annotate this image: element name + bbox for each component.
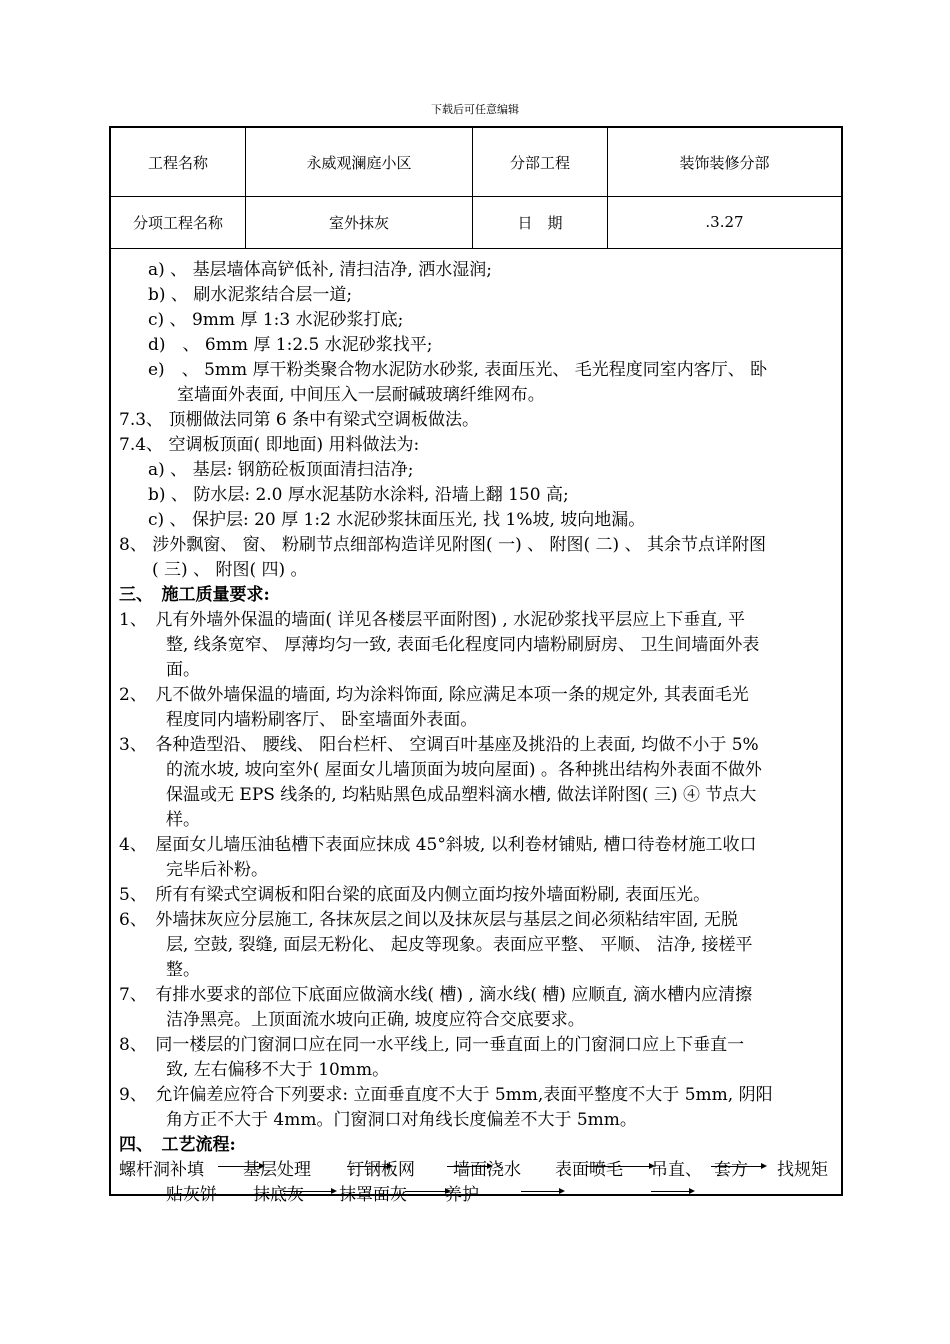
info-row-2	[111, 196, 841, 249]
flow-arrow-icon	[521, 1191, 563, 1192]
flow-arrow-icon	[347, 1166, 391, 1167]
flow-arrow-icon	[447, 1166, 491, 1167]
text-line: 洁净黑亮。上顶面流水坡向正确, 坡度应符合交底要求。	[166, 1010, 585, 1030]
project-name-value: 永威观澜庭小区	[246, 128, 473, 196]
text-line: 层, 空鼓, 裂缝, 面层无粉化、 起皮等现象。表面应平整、 平顺、 洁净, 接槎平	[166, 935, 753, 955]
flow-step: 贴灰饼	[166, 1185, 217, 1205]
text-line: 9、 允许偏差应符合下列要求: 立面垂直度不大于 5mm,表面平整度不大于 5mm, 阴阳	[119, 1085, 773, 1105]
text-line: 面。	[166, 660, 200, 680]
text-line: b) 、 防水层: 2.0 厚水泥基防水涂料, 沿墙上翻 150 高;	[148, 485, 569, 505]
text-line: b) 、 刷水泥浆结合层一道;	[148, 285, 353, 305]
text-line: e) 、 5mm 厚干粉类聚合物水泥防水砂浆, 表面压光、 毛光程度同室内客厅、 卧	[148, 360, 768, 380]
flow-step: 套方	[714, 1160, 748, 1180]
text-line: c) 、 保护层: 20 厚 1:2 水泥砂浆抹面压光, 找 1%坡, 坡向地漏。	[148, 510, 646, 530]
flow-arrow-icon	[587, 1166, 653, 1167]
division-label: 分部工程	[473, 128, 608, 196]
text-line: 整。	[166, 960, 200, 980]
header-note: 下载后可任意编辑	[431, 103, 519, 116]
flow-step: 吊直、	[651, 1160, 702, 1180]
info-row-1	[111, 128, 841, 197]
text-line: 4、 屋面女儿墙压油毡槽下表面应抹成 45°斜坡, 以利卷材铺贴, 槽口待卷材施工收口	[119, 835, 757, 855]
flow-step: 基层处理	[243, 1160, 311, 1180]
text-line: 8、 同一楼层的门窗洞口应在同一水平线上, 同一垂直面上的门窗洞口应上下垂直一	[119, 1035, 745, 1055]
sub-item-label: 分项工程名称	[111, 196, 246, 248]
date-value: .3.27	[705, 213, 744, 231]
flow-step: 墙面浇水	[453, 1160, 521, 1180]
text-line: 完毕后补粉。	[166, 860, 268, 880]
text-line: 保温或无 EPS 线条的, 均粘贴黑色成品塑料滴水槽, 做法详附图( 三) ④ 节点大	[166, 785, 757, 805]
flow-arrow-icon	[283, 1191, 335, 1192]
sub-item-value: 室外抹灰	[246, 196, 473, 248]
flow-arrow-icon	[711, 1166, 765, 1167]
text-line: 7.3、 顶棚做法同第 6 条中有梁式空调板做法。	[119, 410, 480, 430]
text-line: 的流水坡, 坡向室外( 屋面女儿墙顶面为坡向屋面) 。各种挑出结构外表面不做外	[166, 760, 762, 780]
text-line: 6、 外墙抹灰应分层施工, 各抹灰层之间以及抹灰层与基层之间必须粘结牢固, 无脱	[119, 910, 738, 930]
text-line: a) 、 基层墙体高铲低补, 清扫洁净, 洒水湿润;	[148, 260, 492, 280]
section-heading: 三、 施工质量要求:	[119, 585, 270, 605]
flow-step: 钉钢板网	[347, 1160, 415, 1180]
text-line: d) 、 6mm 厚 1:2.5 水泥砂浆找平;	[148, 335, 433, 355]
text-line: 5、 所有有梁式空调板和阳台梁的底面及内侧立面均按外墙面粉刷, 表面压光。	[119, 885, 711, 905]
text-line: 室墙面外表面, 中间压入一层耐碱玻璃纤维网布。	[177, 385, 545, 405]
text-line: 程度同内墙粉刷客厅、 卧室墙面外表面。	[166, 710, 478, 730]
date-label: 日 期	[473, 196, 608, 248]
text-line: c) 、 9mm 厚 1:3 水泥砂浆打底;	[148, 310, 404, 330]
text-line: a) 、 基层: 钢筋砼板顶面清扫洁净;	[148, 460, 414, 480]
text-line: 致, 左右偏移不大于 10mm。	[166, 1060, 390, 1080]
flow-step: 养护	[445, 1185, 479, 1205]
document-table	[109, 126, 843, 1205]
flow-arrow-icon	[405, 1191, 449, 1192]
text-line: 2、 凡不做外墙保温的墙面, 均为涂料饰面, 除应满足本项一条的规定外, 其表面毛光	[119, 685, 749, 705]
flow-step: 找规矩	[777, 1160, 828, 1180]
text-line: 整, 线条宽窄、 厚薄均匀一致, 表面毛化程度同内墙粉刷厨房、 卫生间墙面外表	[166, 635, 760, 655]
flow-step: 抹底灰	[253, 1185, 304, 1205]
text-line: 角方正不大于 4mm。门窗洞口对角线长度偏差不大于 5mm。	[166, 1110, 637, 1130]
project-name-label: 工程名称	[111, 128, 246, 196]
text-line: 7.4、 空调板顶面( 即地面) 用料做法为:	[119, 435, 420, 455]
text-line: 1、 凡有外墙外保温的墙面( 详见各楼层平面附图) , 水泥砂浆找平层应上下垂直, 平	[119, 610, 746, 630]
text-line: 样。	[166, 810, 200, 830]
text-line: ( 三) 、 附图( 四) 。	[152, 560, 308, 580]
section-heading: 四、 工艺流程:	[119, 1135, 236, 1155]
flow-arrow-icon	[651, 1191, 693, 1192]
text-line: 8、 涉外飘窗、 窗、 粉刷节点细部构造详见附图( 一) 、 附图( 二) 、 其余节点详附图	[119, 535, 766, 555]
flow-step: 螺杆洞补填	[119, 1160, 204, 1180]
flow-arrow-icon	[218, 1166, 263, 1167]
flow-step: 抹罩面灰	[339, 1185, 407, 1205]
flow-step: 表面喷毛	[555, 1160, 623, 1180]
division-value: 装饰装修分部	[679, 153, 770, 172]
text-line: 3、 各种造型沿、 腰线、 阳台栏杆、 空调百叶基座及挑沿的上表面, 均做不小于 5%	[119, 735, 759, 755]
text-line: 7、 有排水要求的部位下底面应做滴水线( 槽) , 滴水线( 槽) 应顺直, 滴水槽内应清擦	[119, 985, 753, 1005]
